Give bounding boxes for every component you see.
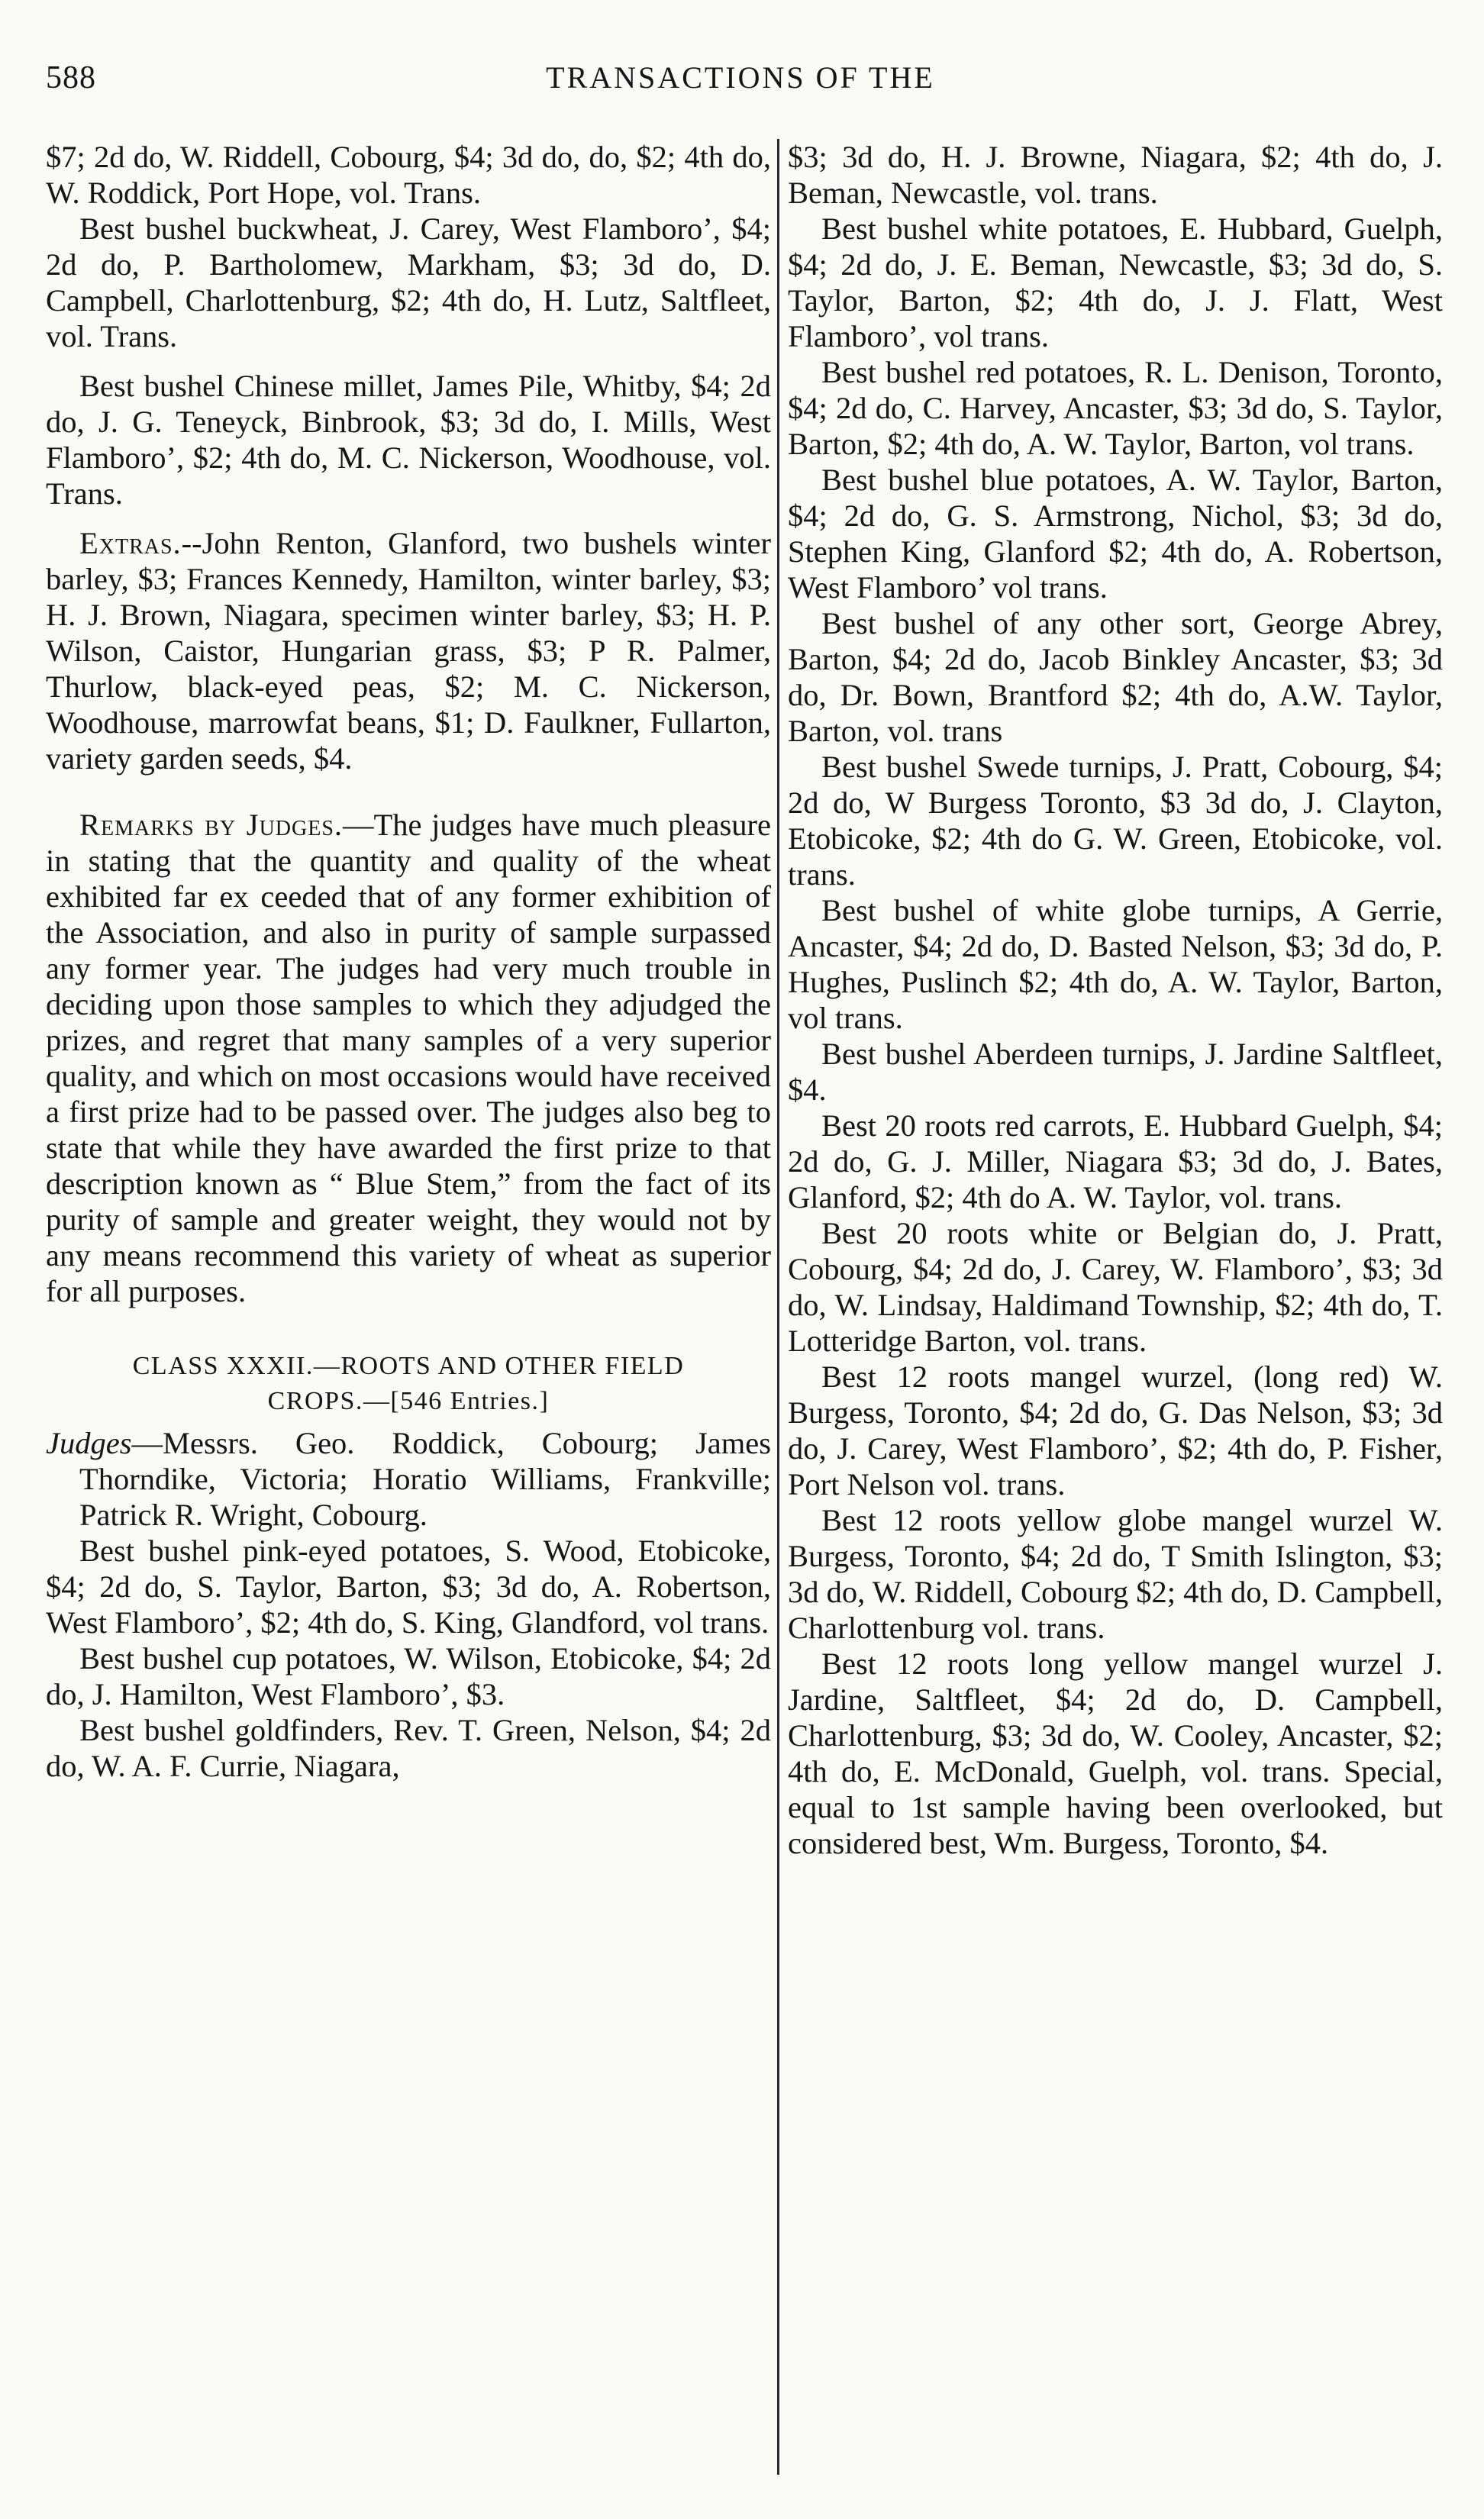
extras-label: Extras. (79, 526, 182, 560)
extras-text: --John Renton, Glanford, two bushels winter barley, $3; Frances Kennedy, Hamilton, winter barley, $3; H. J. Brown, Niagara, specimen winter barley, $3; H. P. Wilson, Caistor, Hungarian grass, $3; P R. Palmer, Thurlow, black-eyed peas, $2; M. C. Nickerson, Woodhouse, marrowfat beans, $1; D. Faulkner, Fullarton, variety garden seeds, $4. (46, 526, 771, 776)
paragraph: Best bushel white potatoes, E. Hubbard, Guelph, $4; 2d do, J. E. Beman, Newcastle, $3; 3d do, S. Taylor, Barton, $2; 4th do, J. J. Flatt, West Flamboro’, vol trans. (788, 211, 1443, 353)
paragraph: Best 12 roots mangel wurzel, (long red) W. Burgess, Toronto, $4; 2d do, G. Das Nelson, $3; 3d do, J. Carey, West Flamboro’, $2; 4th do, P. Fisher, Port Nelson vol. trans. (788, 1359, 1443, 1501)
paragraph: Best bushel buckwheat, J. Carey, West Flamboro’, $4; 2d do, P. Bartholomew, Markham, $3; 3d do, D. Campbell, Charlottenburg, $2; 4th do, H. Lutz, Saltfleet, vol. Trans. (46, 211, 771, 353)
class-heading (46, 1349, 771, 1419)
class-heading-line-2: CROPS.—[546 Entries.] (267, 1387, 550, 1415)
paragraph: Best bushel Aberdeen turnips, J. Jardine Saltfleet, $4. (788, 1037, 1443, 1107)
class-heading-line-1: CLASS XXXII.—ROOTS AND OTHER FIELD (132, 1352, 685, 1380)
paragraph: Best 12 roots long yellow mangel wurzel J. Jardine, Saltfleet, $4; 2d do, D. Campbell, Charlottenburg, $3; 3d do, W. Cooley, Ancaster, $2; 4th do, E. McDonald, Guelph, vol. trans. Special, equal to 1st sample having been overlooked, but considered best, Wm. Burgess, Toronto, $4. (788, 1647, 1443, 1860)
paragraph: Best bushel goldfinders, Rev. T. Green, Nelson, $4; 2d do, W. A. F. Currie, Niagara, (46, 1713, 771, 1783)
judges-paragraph (46, 1425, 771, 1533)
remarks-label: Remarks by Judges. (79, 808, 344, 842)
remarks-text: —The judges have much pleasure in stating that the quantity and quality of the wheat exhibited far ex ceeded that of any former exhibition of the Association, and also in purity of sample surpassed any former year. The judges had very much trouble in deciding upon those samples to which they adjudged the prizes, and regret that many samples of a very superior quality, and which on most occasions would have received a first prize had to be passed over. The judges also beg to state that while they have awarded the first prize to that description known as “ Blue Stem,” from the fact of its purity of sample and greater weight, they would not by any means recommend this variety of wheat as superior for all purposes. (46, 808, 771, 1308)
paragraph: Best bushel Chinese millet, James Pile, Whitby, $4; 2d do, J. G. Teneyck, Binbrook, $3; 3d do, I. Mills, West Flamboro’, $2; 4th do, M. C. Nickerson, Woodhouse, vol. Trans. (46, 369, 771, 511)
left-column (46, 139, 771, 2490)
paragraph: Best bushel Swede turnips, J. Pratt, Cobourg, $4; 2d do, W Burgess Toronto, $3 3d do, J. Clayton, Etobicoke, $2; 4th do G. W. Green, Etobicoke, vol. trans. (788, 750, 1443, 892)
paragraph: Best bushel cup potatoes, W. Wilson, Etobicoke, $4; 2d do, J. Hamilton, West Flamboro’, $3. (46, 1641, 771, 1711)
page-header (46, 60, 1435, 105)
paragraph: $3; 3d do, H. J. Browne, Niagara, $2; 4th do, J. Beman, Newcastle, vol. trans. (788, 140, 1443, 210)
paragraph: Best bushel blue potatoes, A. W. Taylor, Barton, $4; 2d do, G. S. Armstrong, Nichol, $3; 3d do, Stephen King, Glanford $2; 4th do, A. Robertson, West Flamboro’ vol trans. (788, 463, 1443, 605)
paragraph: Best 20 roots red carrots, E. Hubbard Guelph, $4; 2d do, G. J. Miller, Niagara $3; 3d do, J. Bates, Glanford, $2; 4th do A. W. Taylor, vol. trans. (788, 1108, 1443, 1214)
remarks-paragraph (46, 807, 771, 1309)
right-column (788, 139, 1443, 2490)
paragraph: Best bushel of white globe turnips, A Gerrie, Ancaster, $4; 2d do, D. Basted Nelson, $3; 3d do, P. Hughes, Puslinch $2; 4th do, A. W. Taylor, Barton, vol trans. (788, 893, 1443, 1035)
paragraph: Best bushel pink-eyed potatoes, S. Wood, Etobicoke, $4; 2d do, S. Taylor, Barton, $3; 3d do, A. Robertson, West Flamboro’, $2; 4th do, S. King, Glandford, vol trans. (46, 1534, 771, 1640)
paragraph: $7; 2d do, W. Riddell, Cobourg, $4; 3d do, do, $2; 4th do, W. Roddick, Port Hope, vol. Trans. (46, 140, 771, 210)
judges-label: Judges (46, 1426, 132, 1460)
paragraph: Best 20 roots white or Belgian do, J. Pratt, Cobourg, $4; 2d do, J. Carey, W. Flamboro’, $3; 3d do, W. Lindsay, Haldimand Township, $2; 4th do, T. Lotteridge Barton, vol. trans. (788, 1216, 1443, 1358)
paragraph: Best bushel red potatoes, R. L. Denison, Toronto, $4; 2d do, C. Harvey, Ancaster, $3; 3d do, S. Taylor, Barton, $2; 4th do, A. W. Taylor, Barton, vol trans. (788, 355, 1443, 461)
page-number: 588 (46, 60, 96, 95)
text-columns (46, 139, 1443, 2490)
running-head: TRANSACTIONS OF THE (546, 60, 935, 95)
paragraph: Best 12 roots yellow globe mangel wurzel W. Burgess, Toronto, $4; 2d do, T Smith Islington, $3; 3d do, W. Riddell, Cobourg $2; 4th do, D. Campbell, Charlottenburg vol. trans. (788, 1503, 1443, 1645)
column-divider (777, 139, 779, 2475)
extras-paragraph (46, 525, 771, 776)
judges-text: —Messrs. Geo. Roddick, Cobourg; James Thorndike, Victoria; Horatio Williams, Frankville; Patrick R. Wright, Cobourg. (79, 1426, 771, 1532)
paragraph: Best bushel of any other sort, George Abrey, Barton, $4; 2d do, Jacob Binkley Ancaster, $3; 3d do, Dr. Bown, Brantford $2; 4th do, A.W. Taylor, Barton, vol. trans (788, 606, 1443, 748)
